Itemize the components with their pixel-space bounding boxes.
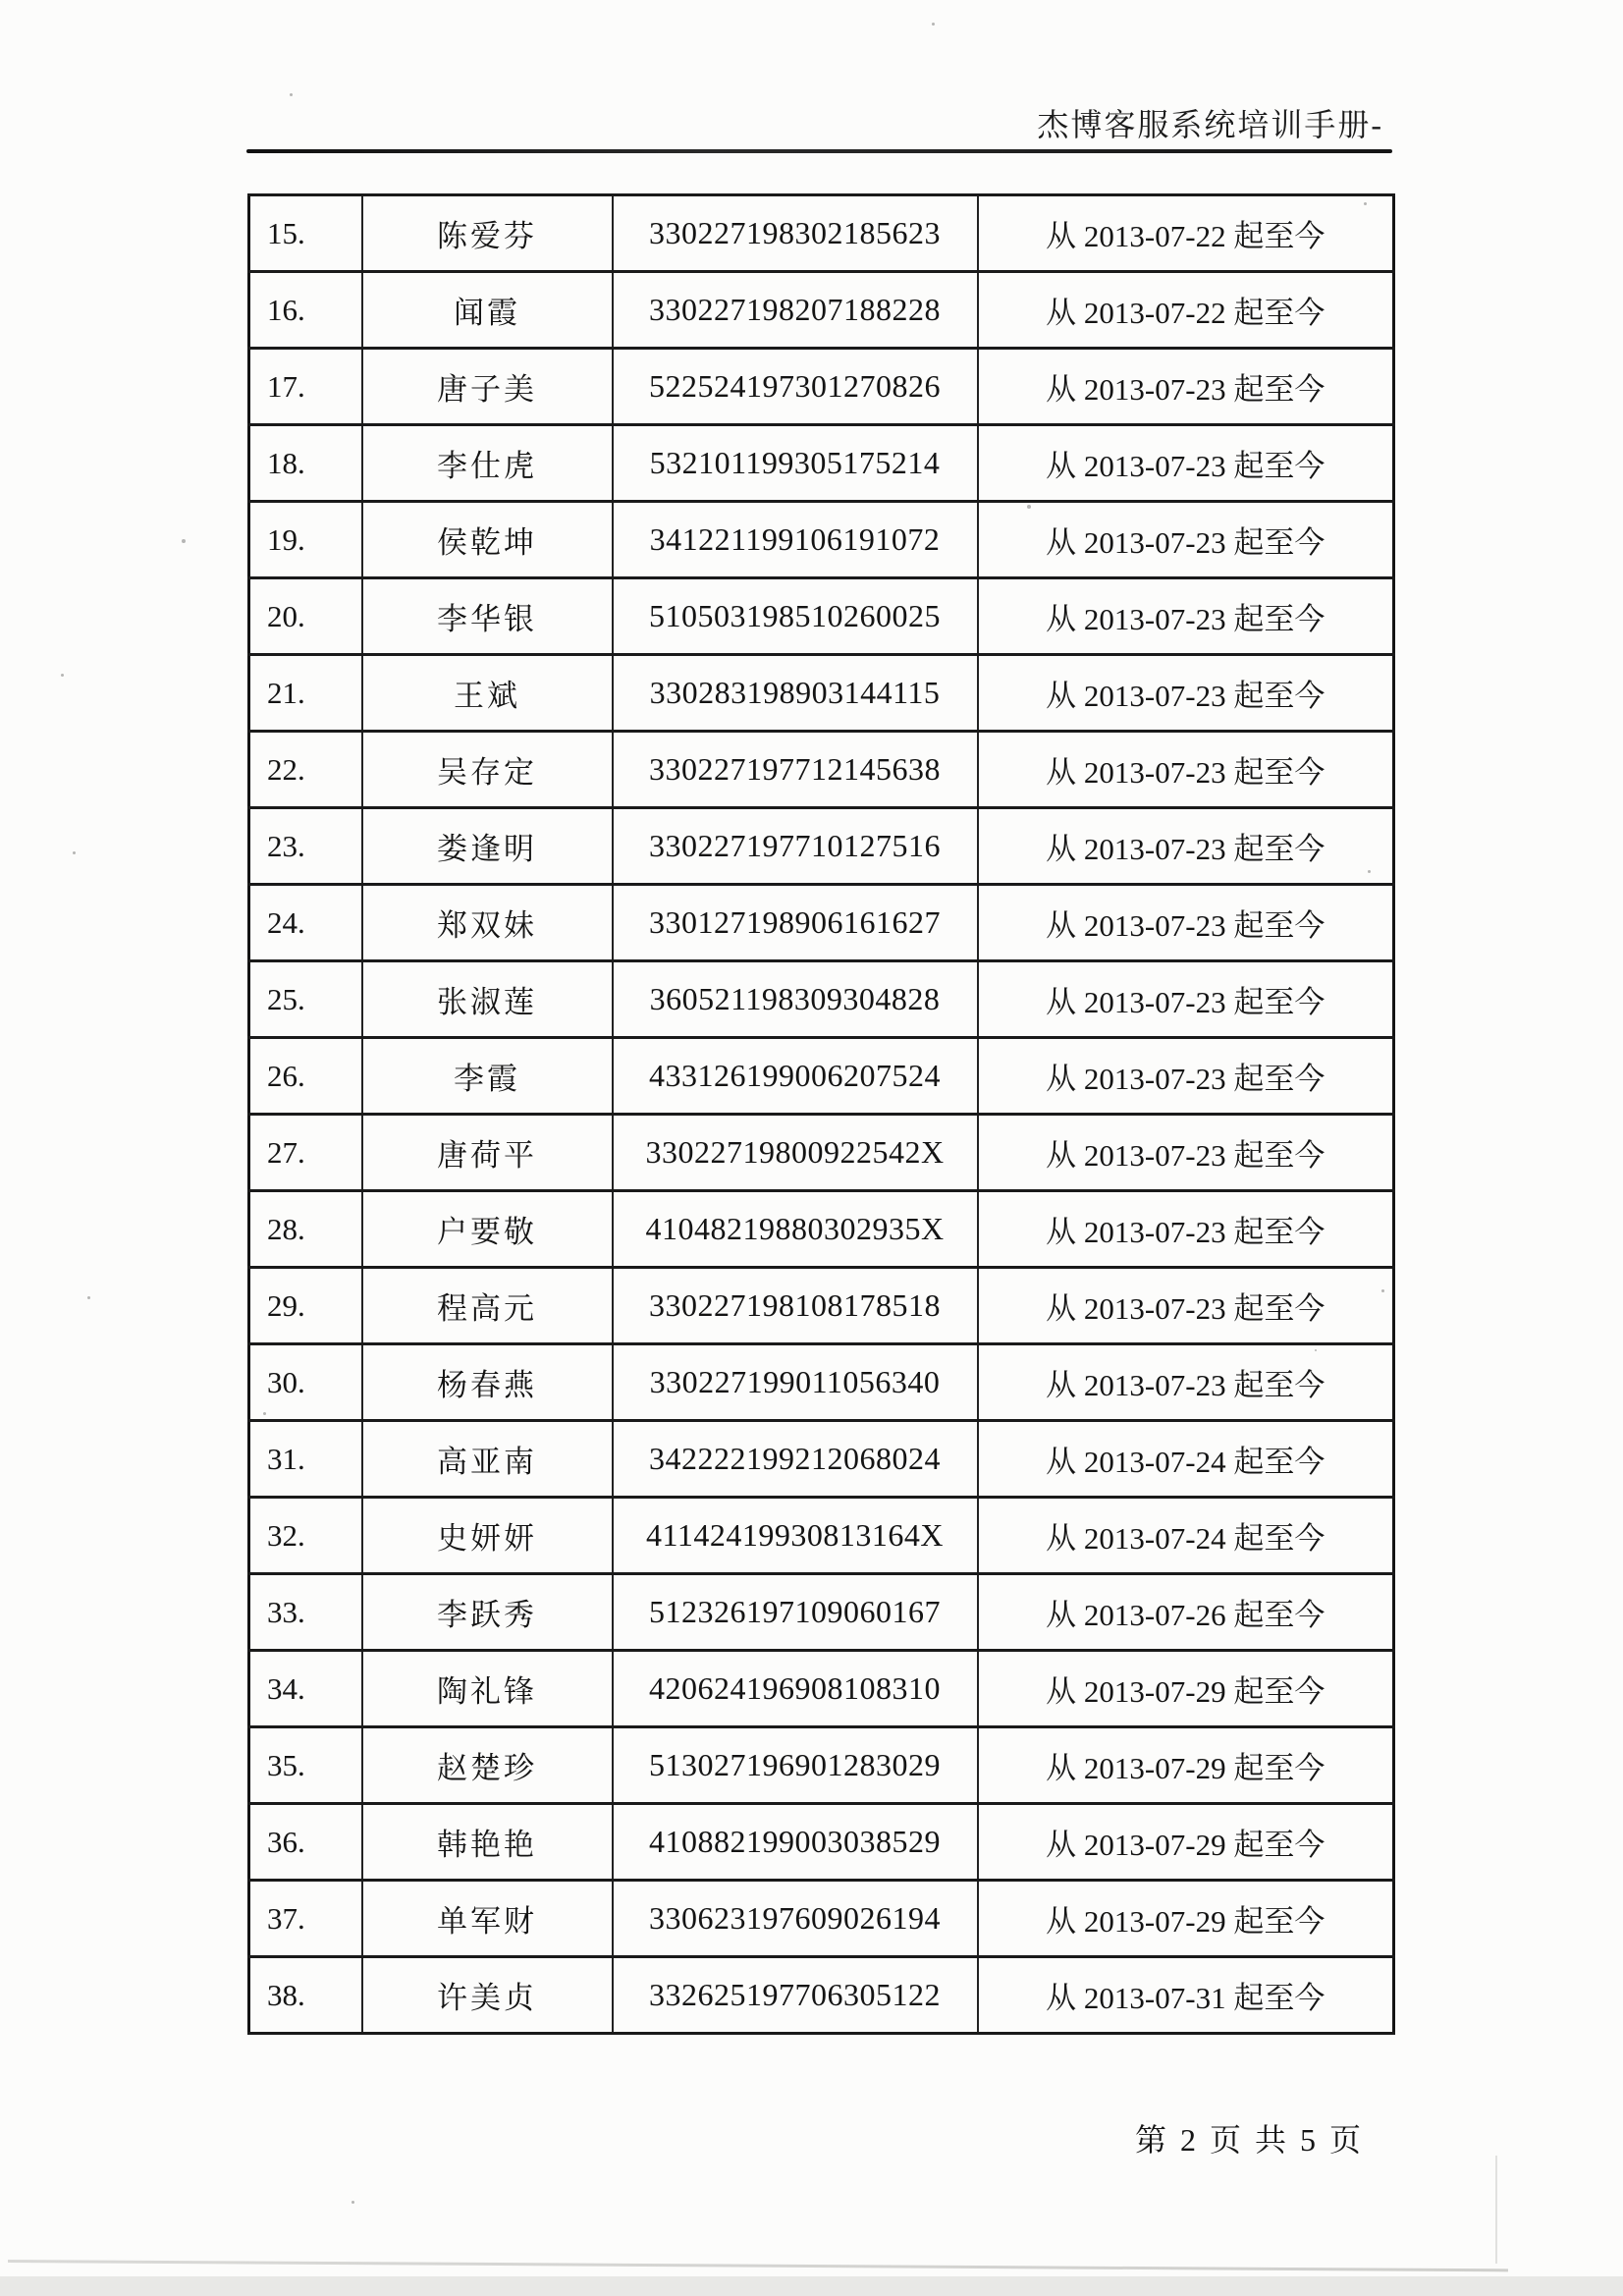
table-row	[249, 1804, 1394, 1881]
id-number-cell: 332625197706305122	[613, 1957, 978, 2034]
employment-period-cell: 从 2013-07-23 起至今	[978, 1191, 1394, 1268]
employee-name-cell: 闻霞	[362, 272, 613, 349]
employment-period-cell: 从 2013-07-22 起至今	[978, 272, 1394, 349]
scan-page-edge-line	[8, 2260, 1508, 2271]
header-rule	[246, 149, 1392, 153]
row-number-cell: 17.	[249, 349, 362, 425]
row-number-cell: 32.	[249, 1498, 362, 1574]
employee-name-cell: 程高元	[362, 1268, 613, 1344]
employment-period-cell: 从 2013-07-23 起至今	[978, 1344, 1394, 1421]
id-number-cell: 532101199305175214	[613, 425, 978, 502]
table-row	[249, 1957, 1394, 2034]
id-number-cell: 342222199212068024	[613, 1421, 978, 1498]
scan-speck	[1368, 870, 1371, 873]
row-number-cell: 19.	[249, 502, 362, 578]
row-number-cell: 33.	[249, 1574, 362, 1651]
id-number-cell: 522524197301270826	[613, 349, 978, 425]
employee-name-cell: 许美贞	[362, 1957, 613, 2034]
table-row	[249, 655, 1394, 732]
employee-name-cell: 唐荷平	[362, 1115, 613, 1191]
id-number-cell: 330283198903144115	[613, 655, 978, 732]
scan-speck	[352, 2201, 354, 2204]
table-row	[249, 502, 1394, 578]
scan-speck	[1315, 1349, 1317, 1351]
employee-name-cell: 陈爱芬	[362, 195, 613, 272]
employment-period-cell: 从 2013-07-23 起至今	[978, 808, 1394, 885]
table-row	[249, 425, 1394, 502]
employment-period-cell: 从 2013-07-26 起至今	[978, 1574, 1394, 1651]
row-number-cell: 16.	[249, 272, 362, 349]
row-number-cell: 37.	[249, 1881, 362, 1957]
employment-period-cell: 从 2013-07-22 起至今	[978, 195, 1394, 272]
id-number-cell: 330227197712145638	[613, 732, 978, 808]
table-row	[249, 1881, 1394, 1957]
row-number-cell: 36.	[249, 1804, 362, 1881]
row-number-cell: 26.	[249, 1038, 362, 1115]
employee-name-cell: 郑双妹	[362, 885, 613, 961]
employee-name-cell: 张淑莲	[362, 961, 613, 1038]
table-row	[249, 1421, 1394, 1498]
employee-name-cell: 赵楚珍	[362, 1727, 613, 1804]
row-number-cell: 34.	[249, 1651, 362, 1727]
row-number-cell: 27.	[249, 1115, 362, 1191]
table-row	[249, 1344, 1394, 1421]
employee-name-cell: 史妍妍	[362, 1498, 613, 1574]
scan-speck	[73, 851, 76, 854]
employee-name-cell: 娄逢明	[362, 808, 613, 885]
employment-period-cell: 从 2013-07-23 起至今	[978, 349, 1394, 425]
employment-period-cell: 从 2013-07-29 起至今	[978, 1804, 1394, 1881]
id-number-cell: 330227198302185623	[613, 195, 978, 272]
row-number-cell: 22.	[249, 732, 362, 808]
id-number-cell: 41048219880302935X	[613, 1191, 978, 1268]
employment-period-cell: 从 2013-07-23 起至今	[978, 1038, 1394, 1115]
employee-name-cell: 李仕虎	[362, 425, 613, 502]
employee-name-cell: 高亚南	[362, 1421, 613, 1498]
table-row	[249, 1268, 1394, 1344]
roster-table-body	[249, 195, 1394, 2034]
table-row	[249, 1498, 1394, 1574]
employee-name-cell: 单军财	[362, 1881, 613, 1957]
table-row	[249, 195, 1394, 272]
scan-speck	[1364, 202, 1367, 205]
table-row	[249, 349, 1394, 425]
id-number-cell: 330227198108178518	[613, 1268, 978, 1344]
id-number-cell: 41142419930813164X	[613, 1498, 978, 1574]
scan-speck	[1027, 505, 1031, 509]
employment-period-cell: 从 2013-07-23 起至今	[978, 961, 1394, 1038]
scan-speck	[61, 674, 64, 677]
id-number-cell: 420624196908108310	[613, 1651, 978, 1727]
row-number-cell: 18.	[249, 425, 362, 502]
employment-period-cell: 从 2013-07-24 起至今	[978, 1498, 1394, 1574]
scan-speck	[182, 539, 186, 543]
table-row	[249, 1574, 1394, 1651]
employee-name-cell: 李华银	[362, 578, 613, 655]
employee-name-cell: 户要敬	[362, 1191, 613, 1268]
row-number-cell: 35.	[249, 1727, 362, 1804]
id-number-cell: 330227197710127516	[613, 808, 978, 885]
employment-period-cell: 从 2013-07-23 起至今	[978, 425, 1394, 502]
employment-period-cell: 从 2013-07-23 起至今	[978, 502, 1394, 578]
employment-period-cell: 从 2013-07-23 起至今	[978, 885, 1394, 961]
table-row	[249, 1651, 1394, 1727]
scan-speck	[932, 23, 935, 26]
row-number-cell: 38.	[249, 1957, 362, 2034]
id-number-cell: 330227198207188228	[613, 272, 978, 349]
row-number-cell: 15.	[249, 195, 362, 272]
table-row	[249, 1115, 1394, 1191]
employee-name-cell: 韩艳艳	[362, 1804, 613, 1881]
id-number-cell: 360521198309304828	[613, 961, 978, 1038]
row-number-cell: 30.	[249, 1344, 362, 1421]
scan-background-strip	[0, 2276, 1623, 2296]
employment-period-cell: 从 2013-07-23 起至今	[978, 1115, 1394, 1191]
id-number-cell: 513027196901283029	[613, 1727, 978, 1804]
table-row	[249, 732, 1394, 808]
row-number-cell: 23.	[249, 808, 362, 885]
id-number-cell: 510503198510260025	[613, 578, 978, 655]
table-row	[249, 808, 1394, 885]
row-number-cell: 31.	[249, 1421, 362, 1498]
row-number-cell: 28.	[249, 1191, 362, 1268]
id-number-cell: 341221199106191072	[613, 502, 978, 578]
employee-name-cell: 李霞	[362, 1038, 613, 1115]
row-number-cell: 24.	[249, 885, 362, 961]
employment-period-cell: 从 2013-07-23 起至今	[978, 732, 1394, 808]
row-number-cell: 25.	[249, 961, 362, 1038]
employment-period-cell: 从 2013-07-29 起至今	[978, 1881, 1394, 1957]
employee-name-cell: 侯乾坤	[362, 502, 613, 578]
roster-table	[247, 193, 1395, 2035]
page-number-indicator: 第 2 页 共 5 页	[1135, 2122, 1365, 2158]
id-number-cell: 330227199011056340	[613, 1344, 978, 1421]
employment-period-cell: 从 2013-07-29 起至今	[978, 1651, 1394, 1727]
id-number-cell: 33022719800922542X	[613, 1115, 978, 1191]
table-row	[249, 961, 1394, 1038]
table-row	[249, 1038, 1394, 1115]
scan-speck	[263, 1412, 266, 1415]
employment-period-cell: 从 2013-07-23 起至今	[978, 578, 1394, 655]
row-number-cell: 21.	[249, 655, 362, 732]
row-number-cell: 20.	[249, 578, 362, 655]
id-number-cell: 433126199006207524	[613, 1038, 978, 1115]
scan-speck	[1381, 1289, 1384, 1292]
id-number-cell: 330623197609026194	[613, 1881, 978, 1957]
employee-name-cell: 吴存定	[362, 732, 613, 808]
table-row	[249, 1191, 1394, 1268]
employment-period-cell: 从 2013-07-31 起至今	[978, 1957, 1394, 2034]
employment-period-cell: 从 2013-07-29 起至今	[978, 1727, 1394, 1804]
scan-speck	[290, 93, 293, 96]
table-row	[249, 1727, 1394, 1804]
employment-period-cell: 从 2013-07-24 起至今	[978, 1421, 1394, 1498]
employee-name-cell: 杨春燕	[362, 1344, 613, 1421]
scan-speck	[87, 1296, 90, 1299]
employee-name-cell: 李跃秀	[362, 1574, 613, 1651]
table-row	[249, 885, 1394, 961]
employee-name-cell: 唐子美	[362, 349, 613, 425]
row-number-cell: 29.	[249, 1268, 362, 1344]
employment-period-cell: 从 2013-07-23 起至今	[978, 655, 1394, 732]
id-number-cell: 410882199003038529	[613, 1804, 978, 1881]
employee-name-cell: 陶礼锋	[362, 1651, 613, 1727]
id-number-cell: 330127198906161627	[613, 885, 978, 961]
scan-page-edge-right	[1495, 2156, 1497, 2264]
employment-period-cell: 从 2013-07-23 起至今	[978, 1268, 1394, 1344]
table-row	[249, 578, 1394, 655]
page-header-title: 杰博客服系统培训手册-	[1037, 107, 1383, 142]
table-row	[249, 272, 1394, 349]
id-number-cell: 512326197109060167	[613, 1574, 978, 1651]
employee-name-cell: 王斌	[362, 655, 613, 732]
